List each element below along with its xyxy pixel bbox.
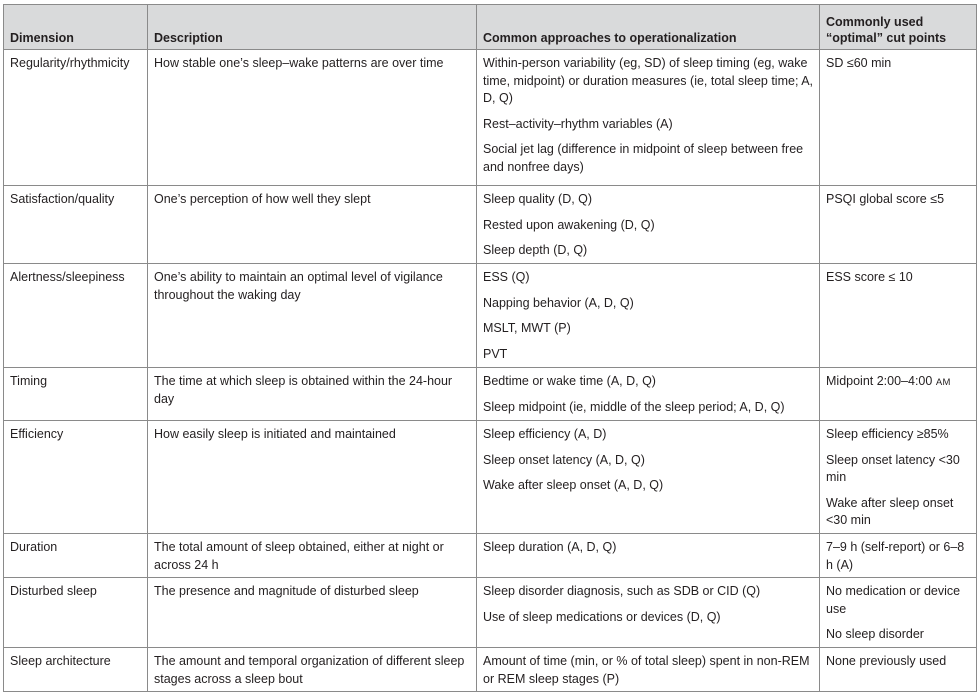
table-row <box>4 264 977 368</box>
table-row <box>4 578 977 648</box>
description-cell: The total amount of sleep obtained, either at night or across 24 h <box>148 534 477 578</box>
table-row <box>4 648 977 692</box>
approaches-cell <box>477 421 820 534</box>
cutpoints-cell <box>820 578 977 648</box>
cutpoint-item: None previously used <box>826 654 947 668</box>
approach-item: Rest–activity–rhythm variables (A) <box>483 116 673 131</box>
sleep-dimensions-table <box>3 4 977 692</box>
description-cell: The presence and magnitude of disturbed sleep <box>148 578 477 648</box>
description-cell: One’s ability to maintain an optimal level of vigilance throughout the waking day <box>148 264 477 368</box>
dimension-cell: Satisfaction/quality <box>4 186 148 264</box>
description-cell: How easily sleep is initiated and maintained <box>148 421 477 534</box>
cutpoint-item: No medication or device use <box>826 584 961 616</box>
approach-item: Napping behavior (A, D, Q) <box>483 295 634 310</box>
approaches-cell <box>477 534 820 578</box>
approach-item: Bedtime or wake time (A, D, Q) <box>483 374 656 388</box>
cutpoint-text: Midpoint 2:00–4:00 <box>826 374 933 388</box>
approaches-cell <box>477 50 820 186</box>
cutpoint-item: 7–9 h (self-report) or 6–8 h (A) <box>826 540 965 572</box>
cutpoints-cell <box>820 368 977 421</box>
approach-item: Within-person variability (eg, SD) of sleep timing (eg, wake time, midpoint) or duration measures (ie, total sleep time; A, D, Q) <box>483 56 814 105</box>
dimension-cell: Duration <box>4 534 148 578</box>
header-dimension: Dimension <box>4 5 148 50</box>
approach-item: PVT <box>483 346 508 361</box>
description-cell: The time at which sleep is obtained within the 24-hour day <box>148 368 477 421</box>
header-cutpoints: Commonly used “optimal” cut points <box>820 5 977 50</box>
approaches-cell <box>477 264 820 368</box>
dimension-cell: Efficiency <box>4 421 148 534</box>
approach-item: Sleep midpoint (ie, middle of the sleep period; A, D, Q) <box>483 399 785 414</box>
cutpoint-item: Wake after sleep onset <30 min <box>826 495 954 527</box>
approach-item: ESS (Q) <box>483 270 530 284</box>
approaches-cell <box>477 186 820 264</box>
cutpoint-item: ESS score ≤ 10 <box>826 270 913 284</box>
approach-item: Amount of time (min, or % of total sleep) spent in non-REM or REM sleep stages (P) <box>483 654 810 686</box>
approach-item: Sleep disorder diagnosis, such as SDB or CID (Q) <box>483 584 761 598</box>
dimension-cell: Disturbed sleep <box>4 578 148 648</box>
cutpoints-cell <box>820 50 977 186</box>
dimension-cell: Timing <box>4 368 148 421</box>
approaches-cell <box>477 368 820 421</box>
cutpoint-item: PSQI global score ≤5 <box>826 192 945 206</box>
cutpoint-item <box>826 373 970 392</box>
cutpoint-item: Sleep onset latency <30 min <box>826 452 960 484</box>
cutpoints-cell <box>820 648 977 692</box>
description-cell: How stable one’s sleep–wake patterns are over time <box>148 50 477 186</box>
cutpoints-cell <box>820 186 977 264</box>
am-suffix: AM <box>935 377 951 388</box>
approach-item: MSLT, MWT (P) <box>483 321 571 335</box>
table-row <box>4 368 977 421</box>
approaches-cell <box>477 578 820 648</box>
approach-item: Sleep efficiency (A, D) <box>483 427 607 441</box>
header-row <box>4 5 977 50</box>
approach-item: Sleep depth (D, Q) <box>483 243 588 257</box>
dimension-cell: Regularity/rhythmicity <box>4 50 148 186</box>
dimension-cell: Alertness/sleepiness <box>4 264 148 368</box>
description-cell: The amount and temporal organization of different sleep stages across a sleep bout <box>148 648 477 692</box>
table-row <box>4 186 977 264</box>
approach-item: Sleep onset latency (A, D, Q) <box>483 452 645 467</box>
table-row <box>4 50 977 186</box>
cutpoints-cell <box>820 264 977 368</box>
cutpoint-item: No sleep disorder <box>826 627 924 641</box>
approach-item: Wake after sleep onset (A, D, Q) <box>483 478 664 492</box>
table-row <box>4 421 977 534</box>
dimension-cell: Sleep architecture <box>4 648 148 692</box>
approach-item: Rested upon awakening (D, Q) <box>483 217 655 232</box>
header-description: Description <box>148 5 477 50</box>
cutpoints-cell <box>820 421 977 534</box>
approach-item: Social jet lag (difference in midpoint of sleep between free and nonfree days) <box>483 142 804 174</box>
approach-item: Use of sleep medications or devices (D, Q) <box>483 609 721 624</box>
approaches-cell <box>477 648 820 692</box>
description-cell: One’s perception of how well they slept <box>148 186 477 264</box>
header-approaches: Common approaches to operationalization <box>477 5 820 50</box>
cutpoints-cell <box>820 534 977 578</box>
table-row <box>4 534 977 578</box>
approach-item: Sleep quality (D, Q) <box>483 192 593 206</box>
cutpoint-item: Sleep efficiency ≥85% <box>826 427 949 441</box>
cutpoint-item: SD ≤60 min <box>826 56 892 70</box>
approach-item: Sleep duration (A, D, Q) <box>483 540 617 554</box>
